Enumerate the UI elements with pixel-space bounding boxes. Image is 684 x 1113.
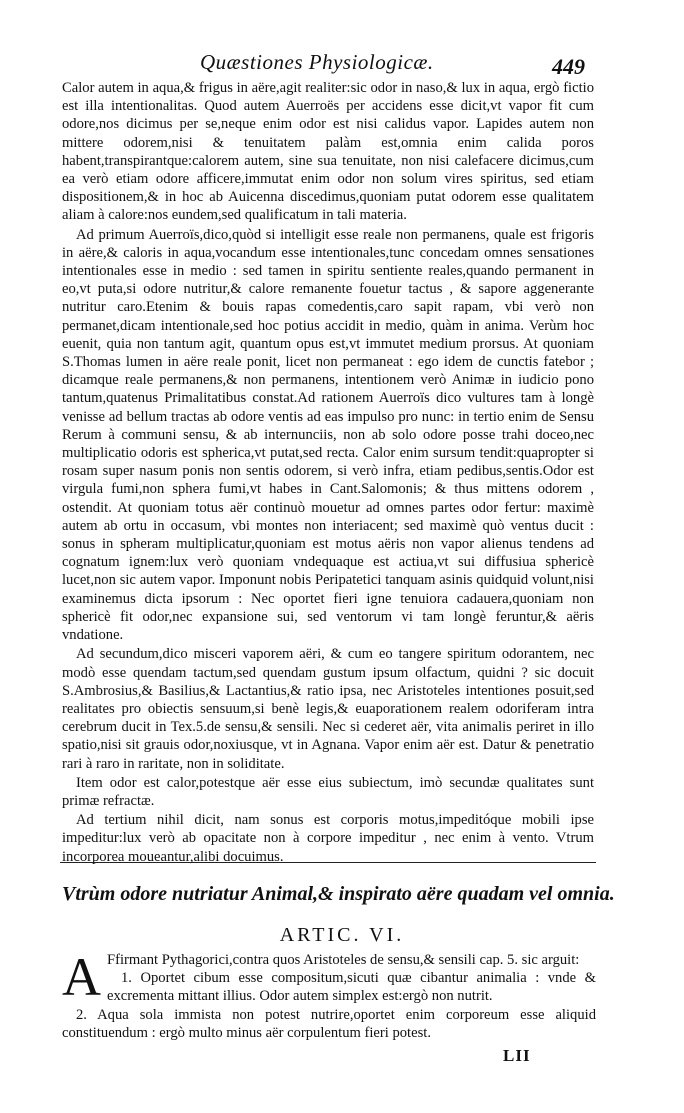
running-head: Quæstiones Physiologicæ. [200,50,434,74]
section-divider [60,862,596,863]
article-heading: ARTIC. VI. [279,924,405,946]
paragraph: Ad tertium nihil dicit, nam sonus est corporis motus,impeditóque mobili ipse impeditur:lux verò ab opacitate non à corpore impeditur , nec enim à vento. Vtrum incorporea moueantur,alibi docuimus. [62,812,594,865]
signature-mark: LII [503,1046,531,1065]
page-number: 449 [552,54,585,79]
article-text [62,947,596,1042]
article-line: 2. Aqua sola immista non potest nutrire,oportet enim corporeum esse aliquid constituendum : ergò multo minus aër corpulentum fieri potest. [62,1006,596,1041]
section-title: Vtrùm odore nutriatur Animal,& inspirato aëre quadam vel omnia. [62,883,615,905]
article-line: 1. Oportet cibum esse compositum,sicuti quæ cibantur animalia : vnde & excrementa mittant illius. Odor autem simplex est:ergò non nutrit. [107,970,596,1005]
paragraph: Ad primum Auerroïs,dico,quòd si intelligit esse reale non permanens, quale est frigoris in aëre,& caloris in aqua,vocandum esse intentionales,tunc concedam omnes sensationes intentionales esse in medio : sed tamen in spiritu sentiente reales,quando permanent in eo,vt puta,si odore nutritur,& calore remanente fouetur tactus , & sapore aggenerante nutritur caro.Etenim & bouis rapas comedentis,caro sapit rapam, vbi verò non permanet,dicam intentionale,sed hoc potius accidit in medio, quàm in anima. Verùm hoc euenit, quia non tantum agit, quantum opus est,vt immutet medium prorsus. At quoniam S.Thomas lumen in aëre reale ponit, licet non permaneat : ego idem de cunctis fatebor ; dicamque reale permanens,& non permanens, intentionem verò Animæ in iudicio pono tantum,quatenus Primalitatibus constat.Ad rationem Auerroïs dico vultures tam à longè venisse ad bellum tractas ab odore ventis ad eas impulso pro nunc: in tertio enim de Sensu Rerum à communi sensu, & ab internunciis, non ab solo odore posse trahi doceo,nec multiplicatio odoris est spherica,vt putat,sed recta. Calor enim sursum tendit:quapropter si rosam super nasum ponis non sentis odorem, si verò infra, etiam pedibus,sentis.Odor est virgula fumi,non sphera fumi,vt habes in Cant.Salomonis; & thus mittens odorem , ostendit. At quoniam totus aër continuò mouetur ad omnes partes odor fertur: maximè autem ab ortu in occasum, vbi montes non interiacent; sed maximè quò ventus ducit : sonus in spheram multiplicatur,quoniam est motus aëris non vapor alienus tendens ad cognatum ignem:lux verò quoniam vndequaque est actiua,vt sui diffusiua sphericè lucet,non sic autem vapor. Imponunt nobis Peripatetici tanquam asinis quidquid volunt,nisi examinemus dicta ipsorum : Nec oportet fieri igne tenuiora cadauera,quoniam non sphericè fit odor,nec expansione sui, sed ventorum vi tam longè feruntur,& aëris vndatione. [62,226,594,644]
drop-cap: A [62,947,101,1007]
paragraph: Item odor est calor,potestque aër esse eius subiectum, imò secundæ qualitates sunt primæ refractæ. [62,774,594,809]
paragraph: Ad secundum,dico misceri vaporem aëri, & cum eo tangere spiritum odorantem, nec modò esse quendam tactum,sed quendam gustum ipsum olfactum, quidni ? sic docuit S.Ambrosius,& Basilius,& Lactantius,& ratio ipsa, nec Aristoteles intentiones posuit,sed realitates pro obiectis sensuum,si benè legis,& euaporationem realem odoriferam intra cerebrum ducit in Tex.5.de sensu,& sensili. Nec si cederet aër, vita animalis periret in illo spatio,nisi sit grauis odor,noxiusque, vt in Agnana. Vapor enim aër est. Datur & penetratio rari à raro in raritate, non in soliditate. [62,646,594,772]
article-line: Ffirmant Pythagorici,contra quos Aristoteles de sensu,& sensili cap. 5. sic arguit: [107,952,580,968]
main-text [62,79,594,867]
paragraph: Calor autem in aqua,& frigus in aëre,agit realiter:sic odor in naso,& lux in aqua, ergò fictio est illa intentionalitas. Quod autem Auerroës per accidens esse dicit,vt vapor fit cum odore,nos dicimus per se,neque enim odor est nisi calidus vapor. Lapides autem non mittere odorem,nisi & tenuitatem palàm est,omnia enim calida poros habent,transpirantque:calorem autem, sine sua tenuitate, non nisi calefacere dicimus,cum ea verò etiam odore afficere,immutat enim odor non solum vires spiritus, sed etiam dispositionem,& in hoc ab Auicenna discedimus,quoniam putat odorem esse qualitatem aliam à calore:nos eundem,sed qualificatum in tali materia. [62,80,594,224]
